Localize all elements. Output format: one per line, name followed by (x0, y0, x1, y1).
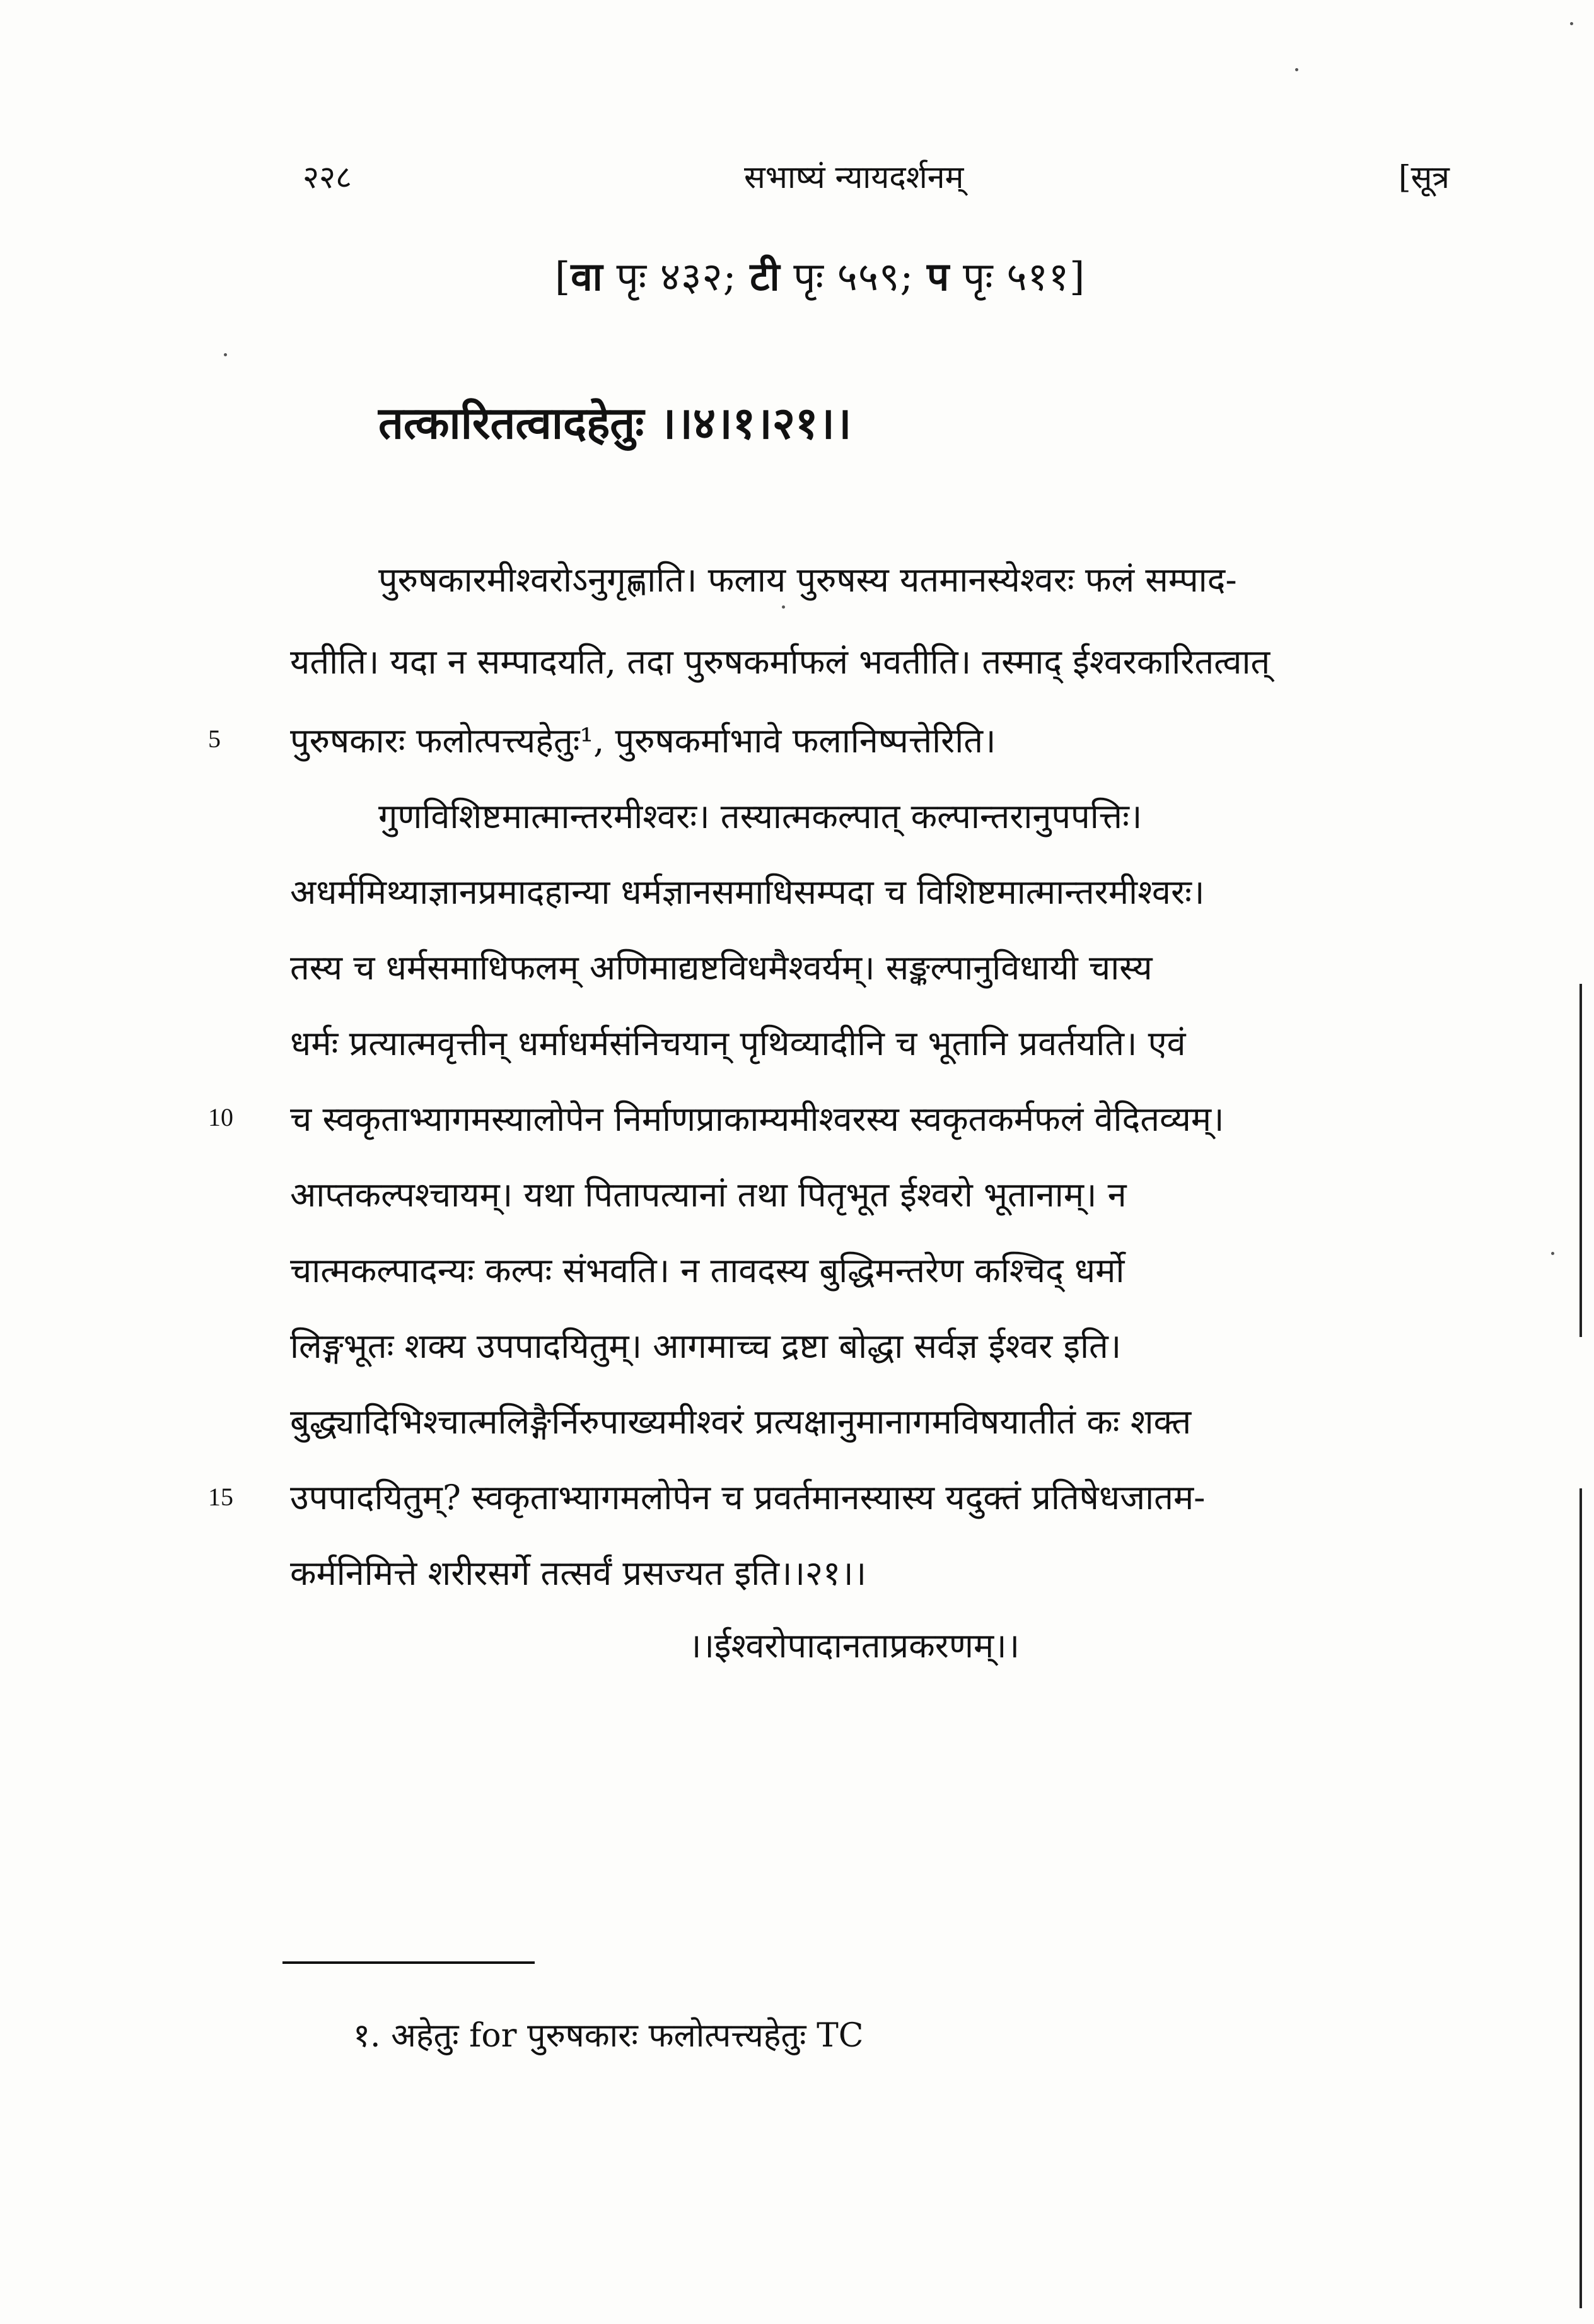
ref-pa-siglum: प (927, 254, 950, 300)
line-number: 5 (208, 725, 221, 753)
bhashya-line: तस्य च धर्मसमाधिफलम् अणिमाद्यष्टविधमैश्वर्यम्। सङ्कल्पानुविधायी चास्य (290, 948, 1153, 988)
scan-speck (224, 353, 227, 356)
scan-edge-line (1579, 1488, 1582, 2308)
bhashya-line: उपपादयितुम्? स्वकृताभ्यागमलोपेन च प्रवर्तमानस्यास्य यदुक्तं प्रतिषेधजातम- (290, 1478, 1206, 1517)
bhashya-line: पुरुषकारमीश्वरोऽनुगृह्णाति। फलाय पुरुषस्य यतमानस्येश्वरः फलं सम्पाद- (378, 560, 1237, 600)
bhashya-line: पुरुषकारः फलोत्पत्त्यहेतुः¹, पुरुषकर्माभावे फलानिष्पत्तेरिति। (290, 721, 996, 761)
ref-va-page: पृः ४३२; (603, 254, 750, 300)
bhashya-line: कर्मनिमित्ते शरीरसर्गे तत्सर्वं प्रसज्यत इति।।२१।। (290, 1553, 867, 1593)
scan-speck (1295, 68, 1298, 71)
bhashya-line: अधर्ममिथ्याज्ञानप्रमादहान्या धर्मज्ञानसमाधिसम्पदा च विशिष्टमात्मान्तरमीश्वरः। (290, 872, 1205, 912)
edition-references (555, 249, 1085, 302)
line-number: 10 (208, 1103, 233, 1131)
line-number: 15 (208, 1483, 233, 1511)
bhashya-line: चात्मकल्पादन्यः कल्पः संभवति। न तावदस्य बुद्धिमन्तरेण कश्चिद् धर्मो (290, 1251, 1125, 1290)
ref-pa-page: पृः ५११ (950, 254, 1070, 300)
running-title: सभाष्यं न्यायदर्शनम् (744, 159, 964, 196)
section-mark: [सूत्र (1399, 159, 1450, 196)
ref-ti-page: पृः ५५९; (780, 254, 928, 300)
bhashya-line: आप्तकल्पश्चायम्। यथा पितापत्यानां तथा पितृभूत ईश्वरो भूतानाम्। न (290, 1175, 1127, 1215)
footnote-text: १. अहेतुः for पुरुषकारः फलोत्पत्त्यहेतुः TC (353, 2017, 864, 2055)
refs-close-bracket: ] (1069, 254, 1086, 300)
scan-speck (782, 605, 785, 609)
bhashya-line: धर्मः प्रत्यात्मवृत्तीन् धर्माधर्मसंनिचयान् पृथिव्यादीनि च भूतानि प्रवर्तयति। एवं (290, 1024, 1186, 1063)
bhashya-line: बुद्ध्यादिभिश्चात्मलिङ्गैर्निरुपाख्यमीश्वरं प्रत्यक्षानुमानागमविषयातीतं कः शक्त (290, 1402, 1192, 1442)
section-colophon: ।।ईश्वरोपादानताप्रकरणम्।। (689, 1626, 1020, 1666)
footnote-rule (282, 1961, 535, 1964)
scan-speck (1551, 1252, 1554, 1255)
page-number: २२८ (303, 159, 352, 196)
sutra-text: तत्कारितत्वादहेतुः ।।४।१।२१।। (378, 397, 852, 449)
bhashya-line: गुणविशिष्टमात्मान्तरमीश्वरः। तस्यात्मकल्पात् कल्पान्तरानुपपत्तिः। (378, 797, 1143, 836)
scan-speck (1570, 22, 1573, 25)
ref-va-siglum: वा (571, 254, 603, 300)
scan-edge-line (1579, 984, 1582, 1337)
bhashya-line: लिङ्गभूतः शक्य उपपादयितुम्। आगमाच्च द्रष्टा बोद्धा सर्वज्ञ ईश्वर इति। (290, 1326, 1122, 1366)
ref-ti-siglum: टी (750, 254, 781, 300)
refs-open-bracket: [ (555, 254, 571, 300)
bhashya-line: च स्वकृताभ्यागमस्यालोपेन निर्माणप्राकाम्यमीश्वरस्य स्वकृतकर्मफलं वेदितव्यम्। (290, 1099, 1225, 1139)
bhashya-line: यतीति। यदा न सम्पादयति, तदा पुरुषकर्माफलं भवतीति। तस्माद् ईश्वरकारितत्वात् (290, 642, 1271, 682)
